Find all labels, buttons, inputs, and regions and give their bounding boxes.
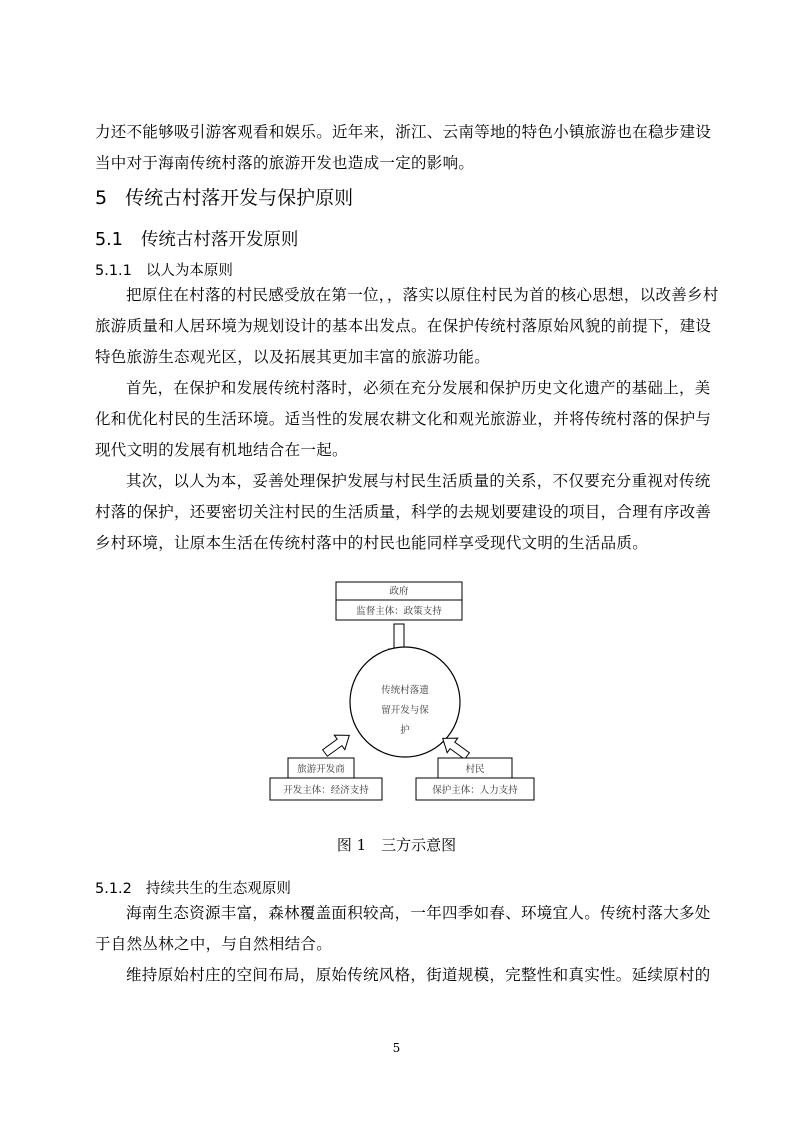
- paragraph-continuation: 力还不能够吸引游客观看和娱乐。近年来，浙江、云南等地的特色小镇旅游也在稳步建设当中对于海南传统村落的旅游开发也造成一定的影响。: [95, 123, 712, 172]
- center-label-line1: 传统村落遗: [381, 685, 429, 696]
- figure-caption: 图 1 三方示意图: [336, 836, 457, 854]
- subsubsection-number: 5.1.1: [95, 263, 132, 279]
- center-label-line2: 留开发与保: [381, 705, 429, 716]
- villagers-role: 保护主体：人力支持: [432, 785, 518, 796]
- government-box: [336, 582, 462, 620]
- developer-role: 开发主体：经济支持: [283, 785, 369, 796]
- paragraph-spatial-layout: 维持原始村庄的空间布局，原始传统风格，街道规模，完整性和真实性。延续原村的: [126, 966, 711, 984]
- three-party-diagram: [262, 578, 542, 810]
- section-title: 传统古村落开发与保护原则: [125, 187, 354, 209]
- villagers-title: 村民: [465, 764, 485, 775]
- subsubsection-title: 持续共生的生态观原则: [145, 881, 291, 897]
- government-title: 政府: [389, 586, 409, 597]
- section-heading-5: [95, 183, 353, 213]
- paragraph-ecology: 海南生态资源丰富，森林覆盖面积较高，一年四季如春、环境宜人。传统村落大多处于自然丛林之中，与自然相结合。: [95, 904, 711, 953]
- subsection-heading-5-1: [95, 226, 298, 254]
- paragraph-people-oriented: 把原住在村落的村民感受放在第一位，，落实以原住村民为首的核心思想，以改善乡村旅游质量和人居环境为规划设计的基本出发点。在保护传统村落原始风貌的前提下，建设特色旅游生态观光区，以及拓展其更加丰富的旅游功能。: [95, 286, 719, 366]
- paragraph-second: 其次，以人为本，妥善处理保护发展与村民生活质量的关系，不仅要充分重视对传统村落的保护，还要密切关注村民的生活质量，科学的去规划要建设的项目，合理有序改善乡村环境，让原本生活在传统村落中的村民也能同样享受现代文明的生活品质。: [95, 472, 712, 552]
- subsubsection-heading-5-1-1: [95, 260, 233, 282]
- subsubsection-number: 5.1.2: [95, 881, 132, 897]
- paragraph-first: 首先，在保护和发展传统村落时，必须在充分发展和保护历史文化遗产的基础上，美化和优化村民的生活环境。适当性的发展农耕文化和观光旅游业，并将传统村落的保护与现代文明的发展有机地结合在一起。: [95, 379, 712, 459]
- subsection-number: 5.1: [95, 230, 123, 250]
- developer-box: [270, 758, 382, 800]
- arrow-up-right-icon: [320, 728, 355, 760]
- page-number: 5: [392, 1041, 401, 1055]
- center-label-line3: 护: [400, 725, 410, 736]
- subsection-title: 传统古村落开发原则: [140, 230, 299, 250]
- developer-title: 旅游开发商: [297, 764, 345, 775]
- subsubsection-title: 以人为本原则: [145, 263, 233, 279]
- government-role: 监督主体：政策支持: [356, 606, 442, 617]
- villagers-box: [416, 758, 534, 800]
- subsubsection-heading-5-1-2: [95, 878, 291, 900]
- section-number: 5: [95, 187, 108, 209]
